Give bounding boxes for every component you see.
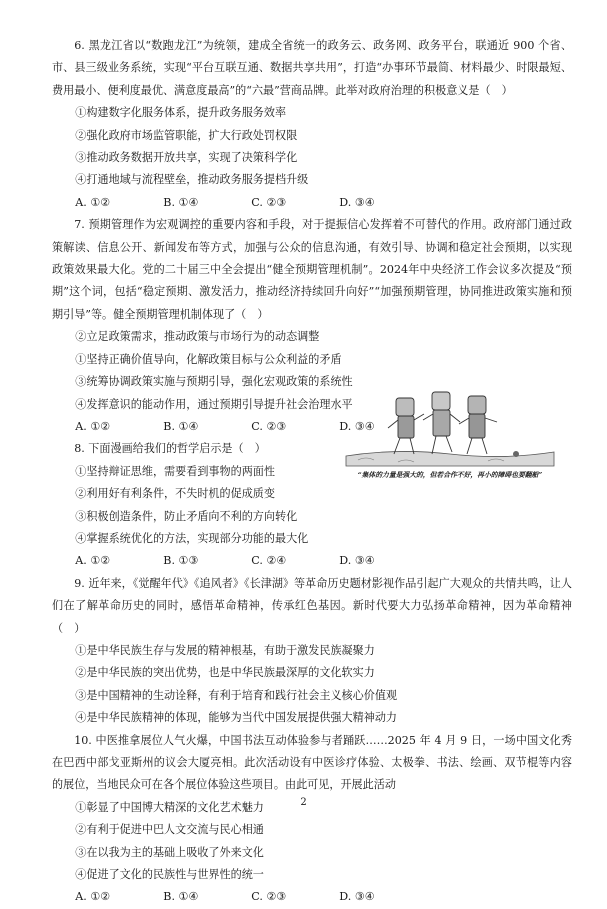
option-2: ②有利于促进中巴人文交流与民心相通: [75, 823, 264, 837]
question-10: [52, 730, 572, 909]
choice-c[interactable]: C. ②④: [251, 554, 287, 568]
answer-choices: [52, 886, 572, 908]
option-3: ③是中国精神的生动诠释，有利于培育和践行社会主义核心价值观: [75, 688, 398, 702]
figure-3: [459, 396, 497, 454]
choice-b[interactable]: B. ①③: [163, 554, 199, 568]
question-stem: 10. 中医推拿展位人气火爆，中国书法互动体验参与者踊跃……2025 年 4 月 9 日，一场中国文化秀在巴西中部戈亚斯州的议会大厦亮相。此次活动设有中医诊疗体验、太极拳、书法、绘画、双节棍等内容的展位，当地民众可在各个展位体验这些项目。由此可见，开展此活动: [52, 733, 572, 792]
option-3: ③积极创造条件，防止矛盾向不利的方向转化: [75, 509, 298, 523]
choice-c[interactable]: C. ②③: [251, 195, 287, 209]
option-1: ①是中华民族生存与发展的精神根基，有助于激发民族凝聚力: [75, 643, 375, 657]
question-stem: 7. 预期管理作为宏观调控的重要内容和手段，对于提振信心发挥着不可替代的作用。政府部门通过政策解读、信息公开、新闻发布等方式，加强与公众的信息沟通，有效引导、协调和稳定社会预期，以实现政策效果最大化。党的二十届三中全会提出“健全预期管理机制”。2024年中央经济工作会议多次提及“预期”这个词，包括“稳定预期、激发活力，推动经济持续回升向好”“加强预期管理，协同推进政策实施和预期引导”等。健全预期管理机制体现了（ ）: [52, 218, 572, 321]
figure-2: [423, 392, 460, 454]
choice-d[interactable]: D. ③④: [339, 195, 375, 209]
option-2: ②强化政府市场监管职能，扩大行政处罚权限: [75, 128, 298, 142]
option-4: ④掌握系统优化的方法，实现部分功能的最大化: [75, 531, 309, 545]
choice-a[interactable]: A. ①②: [75, 554, 111, 568]
choice-c[interactable]: C. ②③: [251, 890, 287, 904]
cartoon-drawing: [338, 386, 562, 470]
page-number: 2: [300, 797, 307, 808]
choice-d[interactable]: D. ③④: [339, 890, 375, 904]
option-3: ③推动政务数据开放共享，实现了决策科学化: [75, 151, 298, 165]
option-1: ①坚持辩证思维，需要看到事物的两面性: [75, 464, 275, 478]
option-2: ②是中华民族的突出优势，也是中华民族最深厚的文化软实力: [75, 666, 375, 680]
option-4: ④发挥意识的能动作用，通过预期引导提升社会治理水平: [75, 397, 353, 411]
pebble-obstacle: [513, 451, 519, 457]
choice-b[interactable]: B. ①④: [163, 419, 199, 433]
figure-1: [388, 398, 424, 454]
cartoon-caption: “集体的力量是强大的，但若合作不好，再小的障碍也要翻船”: [357, 471, 543, 479]
option-3: ③统筹协调政策实施与预期引导，强化宏观政策的系统性: [75, 375, 353, 389]
option-4: ④打通地域与流程壁垒，推动政务服务提档升级: [75, 173, 309, 187]
option-4: ④促进了文化的民族性与世界性的统一: [75, 868, 264, 882]
question-stem: 6. 黑龙江省以“数跑龙江”为统领，建成全省统一的政务云、政务网、政务平台，联通近 900 个省、市、县三级业务系统，实现“平台互联互通、数据共享共用”，打造“办事环节最简、材料最少、时限最短、费用最小、便利度最优、满意度最高”的“六最”营商品牌。此举对政府治理的积极意义是（ ）: [52, 39, 572, 97]
answer-choices: [52, 192, 572, 214]
option-1: ①构建数字化服务体系，提升政务服务效率: [75, 106, 287, 120]
choice-a[interactable]: A. ①②: [75, 890, 111, 904]
option-2: ①坚持正确价值导向，化解政策目标与公众利益的矛盾: [75, 352, 342, 366]
option-4: ④是中华民族精神的体现，能够为当代中国发展提供强大精神动力: [75, 711, 398, 725]
option-2: ②利用好有利条件，不失时机的促成质变: [75, 487, 275, 501]
question-6: [52, 35, 572, 214]
choice-b[interactable]: B. ①④: [163, 195, 199, 209]
option-3: ③在以我为主的基础上吸收了外来文化: [75, 845, 264, 859]
choice-a[interactable]: A. ①②: [75, 195, 111, 209]
choice-d[interactable]: D. ③④: [339, 554, 375, 568]
question-stem: 8. 下面漫画给我们的哲学启示是（ ）: [74, 442, 266, 456]
choice-b[interactable]: B. ①④: [163, 890, 199, 904]
question-stem: 9. 近年来，《觉醒年代》《追风者》《长津湖》等革命历史题材影视作品引起广大观众的共情共鸣，让人们在了解革命历史的同时，感悟革命精神，传承红色基因。新时代要大力弘扬革命精神，因为革命精神（ ）: [52, 576, 572, 635]
option-1: ①彰显了中国博大精深的文化艺术魅力: [75, 800, 264, 814]
choice-d[interactable]: D. ③④: [339, 419, 375, 433]
answer-choices: [52, 550, 572, 572]
option-1: ②立足政策需求，推动政策与市场行为的动态调整: [75, 330, 320, 344]
choice-c[interactable]: C. ②③: [251, 419, 287, 433]
question-9: [52, 573, 572, 730]
choice-a[interactable]: A. ①②: [75, 419, 111, 433]
